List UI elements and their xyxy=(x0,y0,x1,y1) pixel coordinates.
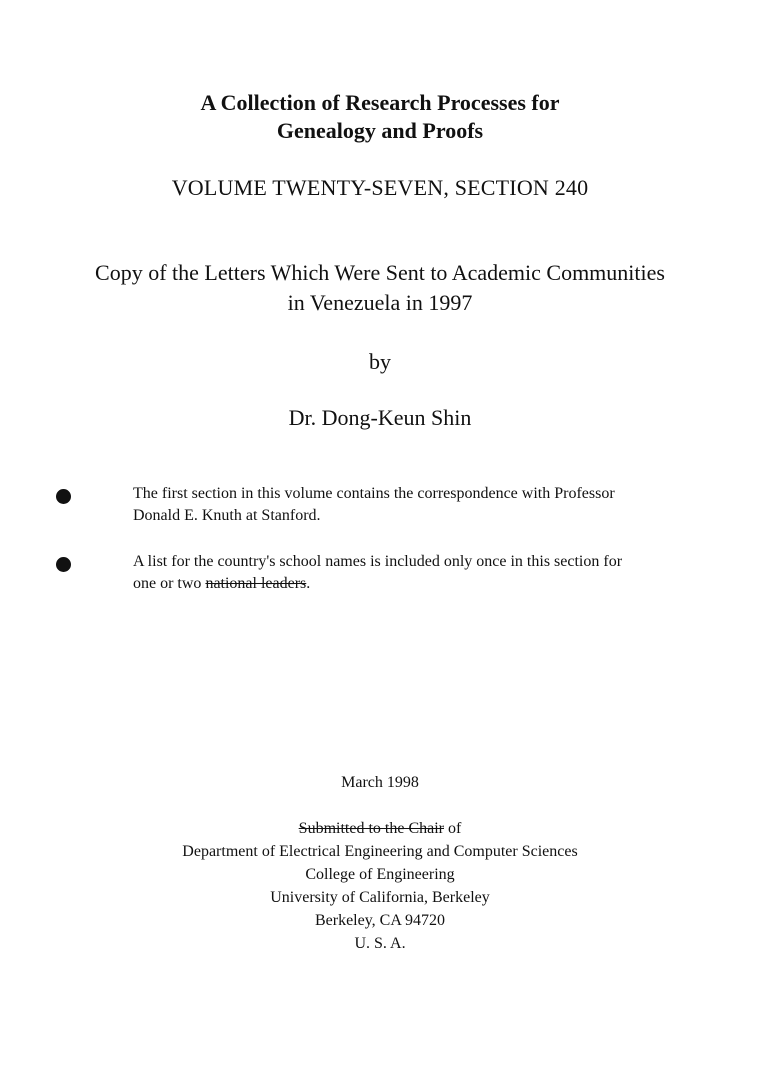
volume-heading: VOLUME TWENTY-SEVEN, SECTION 240 xyxy=(171,175,589,200)
university-line: University of California, Berkeley xyxy=(270,889,490,906)
bullet-text-2 xyxy=(133,551,723,595)
bullet-text-1 xyxy=(133,483,723,527)
title-line-1: A Collection of Research Processes for xyxy=(200,90,560,115)
bullet-2-line-1: A list for the country's school names is included only once in this section for xyxy=(133,553,623,570)
date-line: March 1998 xyxy=(341,774,419,791)
country-line: U. S. A. xyxy=(354,935,406,952)
bullet-1-line-1: The first section in this volume contains the correspondence with Professor xyxy=(133,485,615,502)
subtitle-line-2: in Venezuela in 1997 xyxy=(287,290,473,315)
bullet-1-line-2: Donald E. Knuth at Stanford. xyxy=(133,507,321,524)
subtitle-line-1: Copy of the Letters Which Were Sent to Academic Communities xyxy=(95,260,665,285)
bullet-2-line-2 xyxy=(133,573,723,595)
department-line: Department of Electrical Engineering and Computer Sciences xyxy=(182,843,578,860)
submitted-struck-text: Submitted to the Chair xyxy=(298,820,444,837)
title-line-2: Genealogy and Proofs xyxy=(276,118,484,143)
bullet-dot-icon xyxy=(56,489,71,504)
by-label: by xyxy=(369,349,391,374)
bullet-2-line-2-plain: one or two xyxy=(133,575,206,592)
bullet-dot-icon xyxy=(56,557,71,572)
bullet-2-line-2-end: . xyxy=(306,575,311,592)
bullet-2-struck-text: national leaders xyxy=(205,575,307,592)
author-name: Dr. Dong-Keun Shin xyxy=(288,405,472,430)
submitted-line xyxy=(0,818,760,839)
college-line: College of Engineering xyxy=(305,866,455,883)
city-line: Berkeley, CA 94720 xyxy=(314,912,446,929)
submitted-plain-text: of xyxy=(444,820,462,837)
